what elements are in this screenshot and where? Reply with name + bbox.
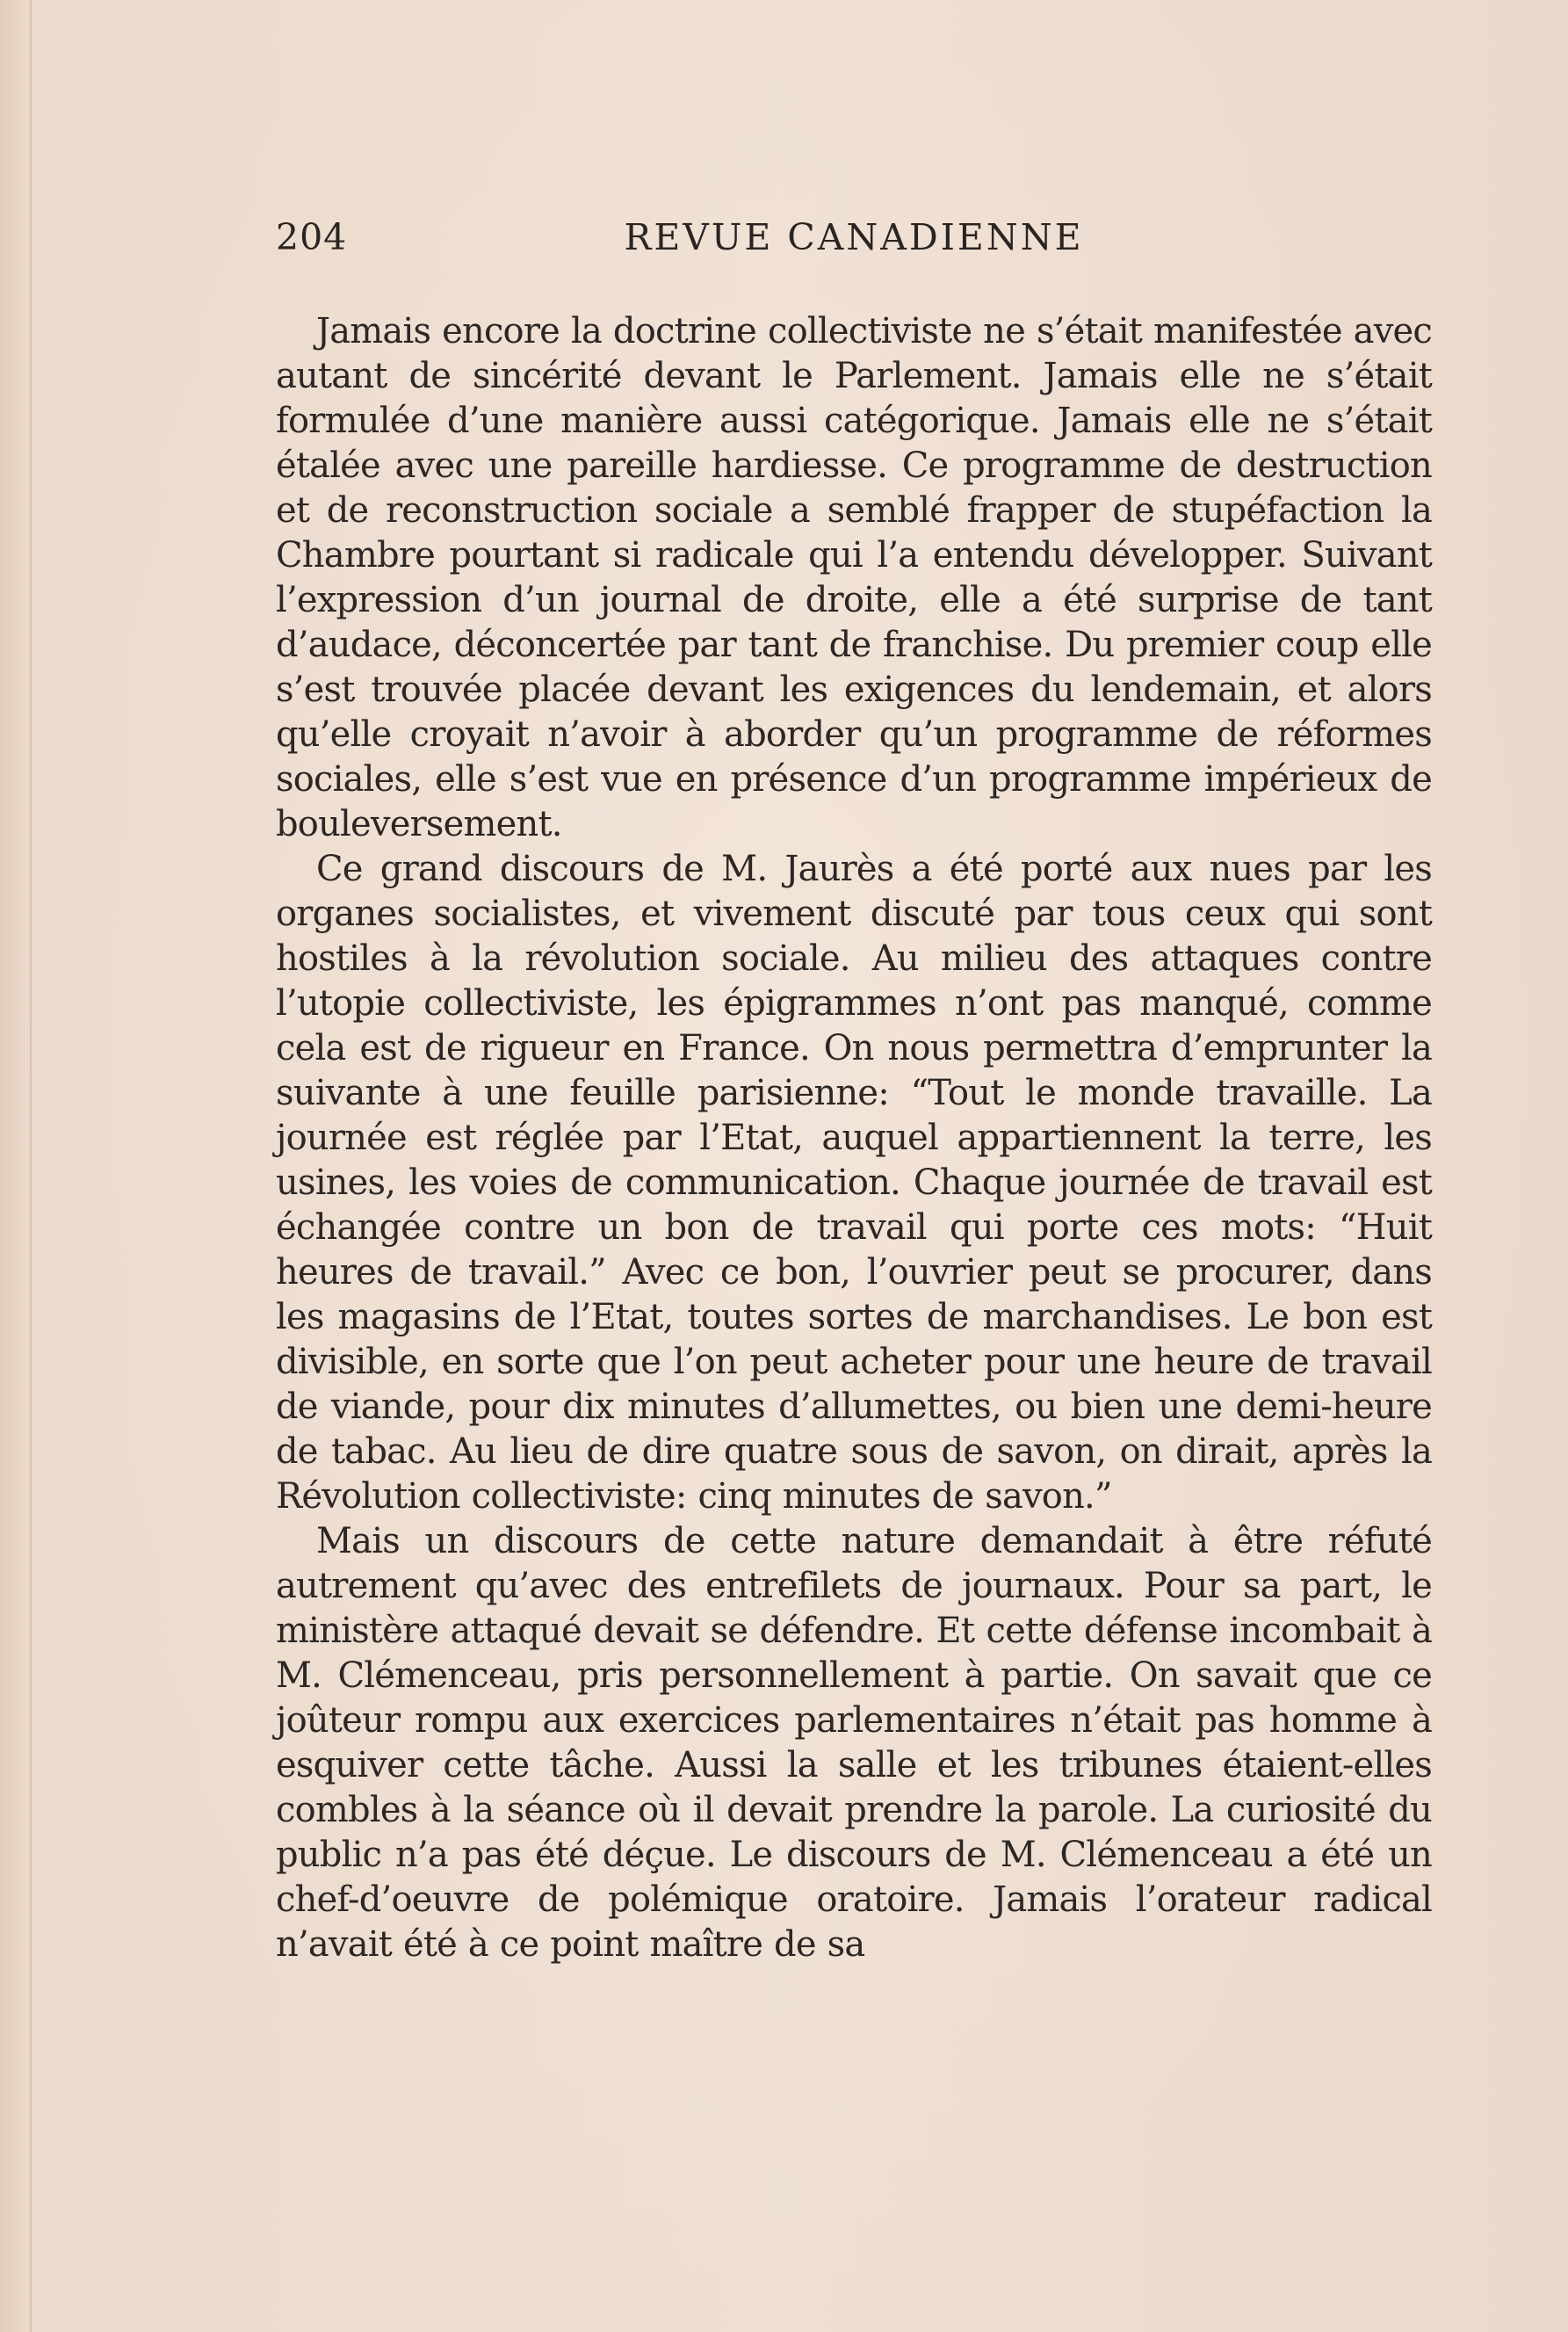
paragraph: Jamais encore la doctrine collectiviste ne s’était manifestée avec autant de sincérité devant le Parlement. Jamais elle ne s’était formulée d’une manière aussi catégorique. Jamais elle ne s’était étalée avec une pareille hardiesse. Ce programme de destruction et de reconstruction sociale a semblé frapper de stupéfaction la Chambre pourtant si radicale qui l’a entendu développer. Suivant l’expression d’un journal de droite, elle a été surprise de tant d’audace, déconcertée par tant de franchise. Du premier coup elle s’est trouvée placée devant les exigences du lendemain, et alors qu’elle croyait n’avoir à aborder qu’un programme de réformes sociales, elle s’est vue en présence d’un programme impérieux de bouleversement.	[276, 311, 1432, 844]
body-text	[276, 309, 1432, 1967]
paragraph: Ce grand discours de M. Jaurès a été porté aux nues par les organes socialistes, et vivement discuté par tous ceux qui sont hostiles à la révolution sociale. Au milieu des attaques contre l’utopie collectiviste, les épigrammes n’ont pas manqué, comme cela est de rigueur en France. On nous permettra d’emprunter la suivante à une feuille parisienne: “Tout le monde travaille. La journée est réglée par l’Etat, auquel appartiennent la terre, les usines, les voies de communication. Chaque journée de travail est échangée contre un bon de travail qui porte ces mots: “Huit heures de travail.” Avec ce bon, l’ouvrier peut se procurer, dans les magasins de l’Etat, toutes sortes de marchandises. Le bon est divisible, en sorte que l’on peut acheter pour une heure de travail de viande, pour dix minutes d’allumettes, ou bien une demi-heure de tabac. Au lieu de dire quatre sous de savon, on dirait, après la Révolution collectiviste: cinq minutes de savon.”	[276, 849, 1432, 1517]
paragraph: Mais un discours de cette nature demandait à être réfuté autrement qu’avec des entrefilets de journaux. Pour sa part, le ministère attaqué devait se défendre. Et cette défense incombait à M. Clémenceau, pris personnellement à partie. On savait que ce joûteur rompu aux exercices parlementaires n’était pas homme à esquiver cette tâche. Aussi la salle et les tribunes étaient-elles combles à la séance où il devait prendre la parole. La curiosité du public n’a pas été déçue. Le discours de M. Clémenceau a été un chef-d’oeuvre de polémique oratoire. Jamais l’orateur radical n’avait été à ce point maître de sa	[276, 1521, 1432, 1965]
page-gutter-edge	[30, 0, 32, 2332]
page-number: 204	[276, 216, 348, 258]
running-title: REVUE CANADIENNE	[624, 216, 1084, 258]
running-header	[276, 216, 1432, 269]
